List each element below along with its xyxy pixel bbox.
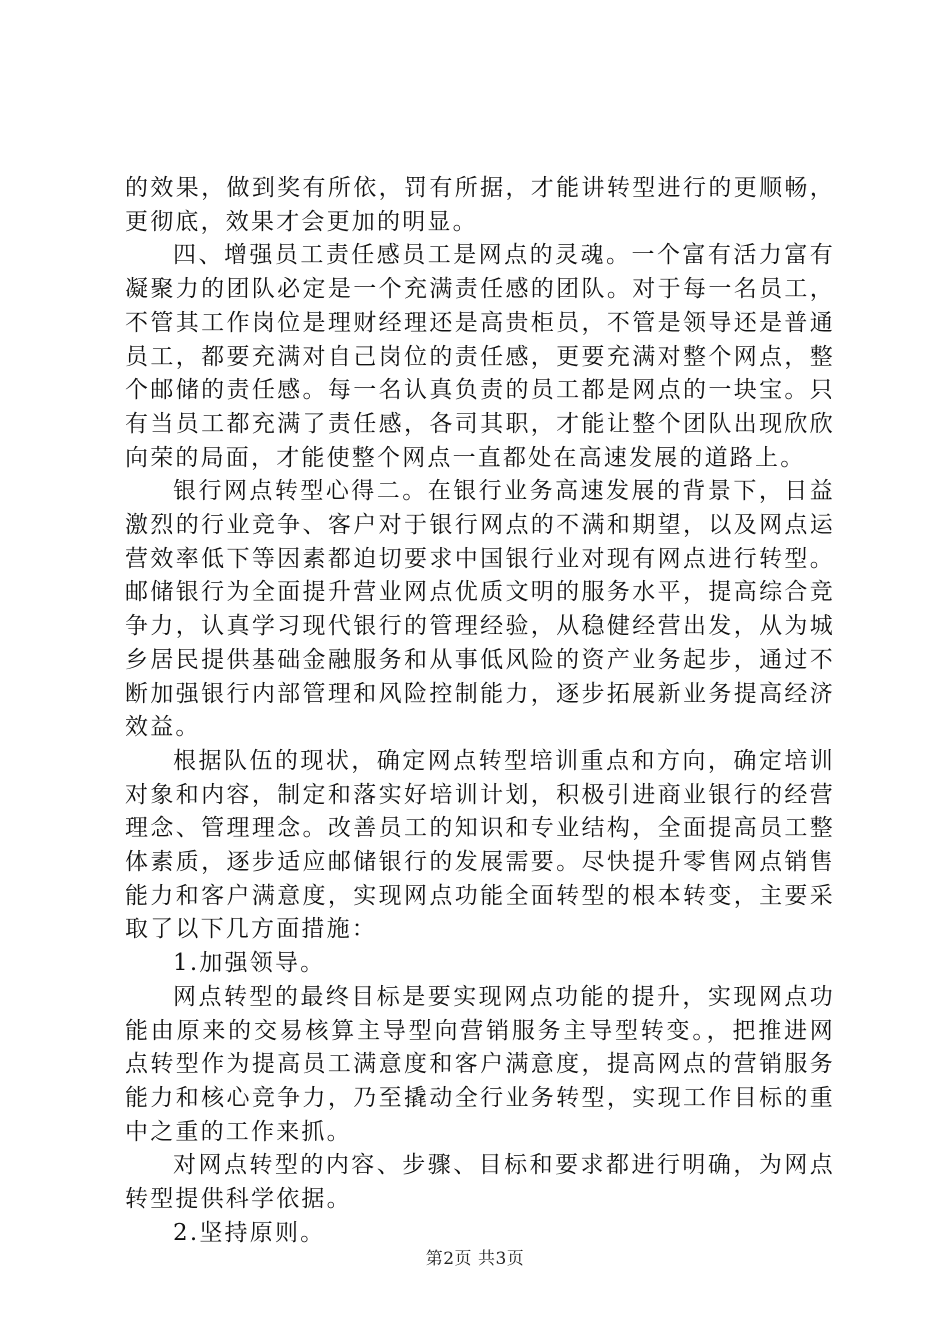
paragraph-transformation-basis: 对网点转型的内容、步骤、目标和要求都进行明确，为网点转型提供科学依据。 bbox=[125, 1152, 835, 1213]
paragraph-continuation: 的效果，做到奖有所依，罚有所据，才能讲转型进行的更顺畅，更彻底，效果才会更加的明显。 bbox=[125, 175, 835, 235]
heading-item-one: 1.加强领导。 bbox=[173, 950, 326, 977]
paragraph-insight-two: 银行网点转型心得二。在银行业务高速发展的背景下，日益激烈的行业竞争、客户对于银行网点的不满和期望，以及网点运营效率低下等因素都迫切要求中国银行业对现有网点进行转型。邮储银行为全面提升营业网点优质文明的服务水平，提高综合竞争力，认真学习现代银行的管理经验，从稳健经营出发，从为城乡居民提供基础金融服务和从事低风险的资产业务起步，通过不断加强银行内部管理和风险控制能力，逐步拓展新业务提高经济效益。 bbox=[125, 478, 835, 741]
heading-item-two: 2.坚持原则。 bbox=[173, 1219, 326, 1246]
page-footer: 第2页 共3页 bbox=[425, 1249, 525, 1269]
paragraph-section-four: 四、增强员工责任感员工是网点的灵魂。一个富有活力富有凝聚力的团队必定是一个充满责任感的团队。对于每一名员工，不管其工作岗位是理财经理还是高贵柜员，不管是领导还是普通员工，都要充满对自己岗位的责任感，更要充满对整个网点，整个邮储的责任感。每一名认真负责的员工都是网点的一块宝。只有当员工都充满了责任感，各司其职，才能让整个团队出现欣欣向荣的局面，才能使整个网点一直都处在高速发展的道路上。 bbox=[125, 242, 835, 471]
paragraph-training: 根据队伍的现状，确定网点转型培训重点和方向，确定培训对象和内容，制定和落实好培训计划，积极引进商业银行的经营理念、管理理念。改善员工的知识和专业结构，全面提高员工整体素质，逐步适应邮储银行的发展需要。尽快提升零售网点销售能力和客户满意度，实现网点功能全面转型的根本转变，主要采取了以下几方面措施： bbox=[125, 747, 835, 943]
paragraph-transformation-goal: 网点转型的最终目标是要实现网点功能的提升，实现网点功能由原来的交易核算主导型向营销服务主导型转变。，把推进网点转型作为提高员工满意度和客户满意度，提高网点的营销服务能力和核心竞争力，乃至撬动全行业务转型，实现工作目标的重中之重的工作来抓。 bbox=[125, 983, 835, 1145]
document-body bbox=[125, 172, 835, 1251]
